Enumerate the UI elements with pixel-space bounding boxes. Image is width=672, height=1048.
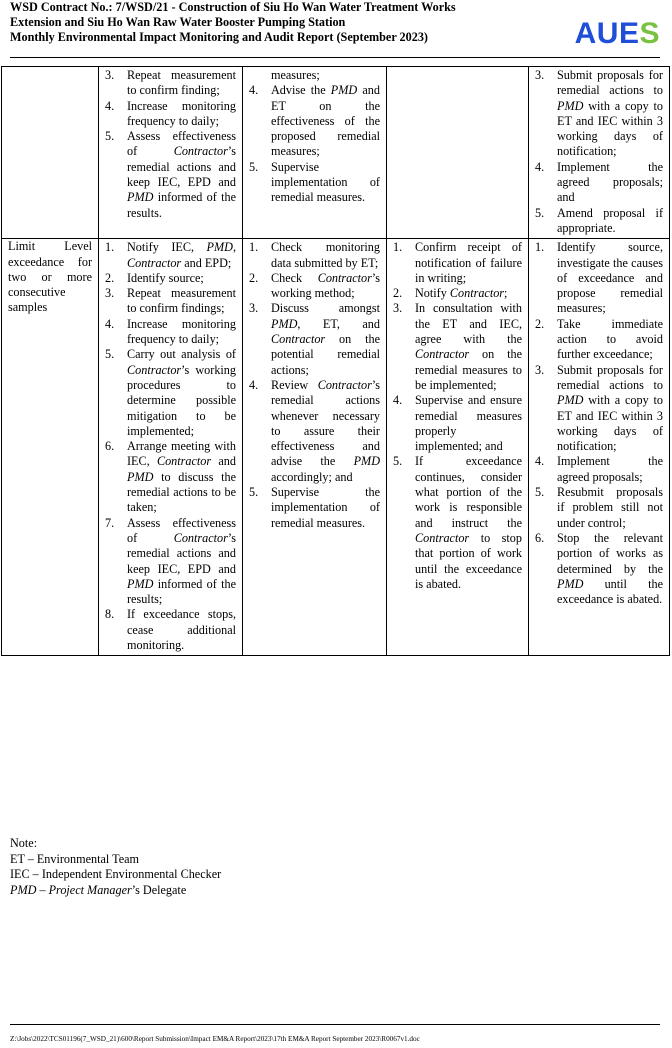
list-item	[105, 99, 236, 130]
list-item	[393, 393, 522, 454]
header-line-2: Extension and Siu Ho Wan Raw Water Booster Pumping Station	[10, 15, 346, 29]
item-number: 3.	[393, 301, 403, 316]
item-number: 5.	[105, 347, 115, 362]
list-item	[393, 240, 522, 286]
item-text: If exceedance stops, cease additional monitoring.	[127, 607, 236, 652]
item-number: 1.	[105, 240, 115, 255]
list-item	[249, 240, 380, 271]
item-text: Identify source, investigate the causes of exceedance and propose remedial measures;	[557, 240, 663, 316]
item-text: Repeat measurement to confirm findings;	[127, 286, 236, 316]
logo-letter: A	[574, 17, 597, 50]
list-item	[249, 378, 380, 485]
list-item	[105, 271, 236, 286]
list-item	[535, 240, 663, 316]
event-text: Limit Level exceedance for two or more consecutive samples	[8, 239, 92, 315]
item-number: 4.	[249, 377, 259, 392]
footer-path: Z:\Jobs\2022\TCS01196(7_WSD_21)\600\Report Submission\Impact EM&A Report\2023\17th EM&A Report September 2023\R0067v1.doc	[10, 1035, 420, 1043]
item-number: 6.	[105, 439, 115, 454]
list-item	[535, 160, 663, 206]
item-number: 6.	[535, 530, 545, 545]
item-text: Implement the agreed proposals;	[557, 454, 663, 484]
item-number: 1.	[535, 240, 545, 255]
list-item	[105, 286, 236, 317]
list-item	[249, 83, 380, 159]
item-text: Supervise implementation of remedial measures.	[271, 159, 380, 205]
list-item	[535, 317, 663, 363]
item-number: 4.	[393, 393, 403, 408]
item-number: 5.	[249, 485, 259, 500]
item-text: Discuss amongst PMD, ET, and Contractor on the potential remedial actions;	[271, 301, 380, 377]
action-cell	[387, 239, 529, 656]
action-cell	[529, 67, 670, 239]
notes-title: Note:	[10, 836, 38, 850]
item-text: Check monitoring data submitted by ET;	[271, 240, 380, 270]
item-text: Repeat measurement to confirm finding;	[127, 68, 236, 98]
item-text: Supervise the implementation of remedial measures.	[271, 485, 380, 530]
item-text: Submit proposals for remedial actions to PMD with a copy to ET and IEC within 3 working days of notification;	[557, 68, 663, 159]
note-iec: IEC – Independent Environmental Checker	[10, 867, 222, 881]
item-text: Implement the agreed proposals; and	[557, 159, 663, 205]
list-item	[105, 317, 236, 348]
list-item	[393, 454, 522, 592]
aues-logo	[575, 18, 660, 50]
list-item	[249, 485, 380, 531]
list-item	[249, 160, 380, 206]
list-item	[105, 516, 236, 608]
list-item	[249, 301, 380, 377]
list-item	[105, 607, 236, 653]
item-number: 4.	[535, 159, 545, 174]
item-text: Review Contractor’s remedial actions whenever necessary to assure their effectiveness and advise the PMD accordingly; and	[271, 377, 380, 484]
table-row	[2, 67, 670, 239]
header-line-3: Monthly Environmental Impact Monitoring and Audit Report (September 2023)	[10, 30, 428, 44]
list-item	[535, 68, 663, 160]
item-text: In consultation with the ET and IEC, agree with the Contractor on the remedial measures to be implemented;	[415, 301, 522, 392]
logo-letter: S	[639, 17, 660, 50]
list-item	[105, 68, 236, 99]
item-number: 5.	[105, 129, 115, 144]
list-item	[105, 347, 236, 439]
item-text: Confirm receipt of notification of failure in writing;	[415, 240, 522, 285]
action-cell	[529, 239, 670, 656]
item-number: 4.	[249, 83, 259, 98]
header-line-1: WSD Contract No.: 7/WSD/21 - Construction of Siu Ho Wan Water Treatment Works	[10, 0, 456, 14]
item-number: 1.	[249, 240, 259, 255]
item-text: measures;	[271, 68, 320, 82]
item-number: 5.	[249, 159, 259, 174]
action-cell	[99, 67, 243, 239]
item-text: Identify source;	[127, 270, 204, 285]
item-text: Submit proposals for remedial actions to PMD with a copy to ET and IEC within 3 working days of notification;	[557, 362, 663, 454]
item-number: 5.	[393, 454, 403, 469]
item-number: 4.	[105, 316, 115, 331]
item-number: 7.	[105, 515, 115, 530]
item-text: Take immediate action to avoid further exceedance;	[557, 316, 663, 362]
page-header	[10, 0, 660, 56]
action-cell	[99, 239, 243, 656]
item-text: Supervise and ensure remedial measures properly implemented; and	[415, 393, 522, 454]
list-item	[535, 485, 663, 531]
item-text: Increase monitoring frequency to daily;	[127, 316, 236, 347]
item-text: Assess effectiveness of Contractor’s remedial actions and keep IEC, EPD and PMD informed of the results;	[127, 515, 236, 607]
list-item	[393, 286, 522, 301]
item-number	[249, 68, 271, 83]
list-item	[249, 271, 380, 302]
item-number: 4.	[535, 454, 545, 469]
logo-letter: U	[596, 17, 619, 50]
logo-letter: E	[618, 17, 640, 50]
item-number: 8.	[105, 607, 115, 622]
list-item	[105, 129, 236, 221]
item-text: If exceedance continues, consider what portion of the work is responsible and instruct the Contractor to stop that portion of work until the exceedance is abated.	[415, 454, 522, 591]
action-plan-table	[1, 66, 670, 656]
action-cell	[387, 67, 529, 239]
item-number: 2.	[105, 270, 115, 285]
item-text: Stop the relevant portion of works as determined by the PMD until the exceedance is abated.	[557, 530, 663, 607]
list-item	[105, 240, 236, 271]
event-cell	[2, 67, 99, 239]
list-item	[105, 439, 236, 515]
list-item	[249, 68, 380, 83]
item-text: Carry out analysis of Contractor’s working procedures to determine possible mitigation to be implemented;	[127, 347, 236, 438]
list-item	[535, 454, 663, 485]
item-number: 4.	[105, 98, 115, 113]
table-row	[2, 239, 670, 656]
item-text: Check Contractor’s working method;	[271, 270, 380, 301]
notes-section	[10, 836, 221, 898]
list-item	[535, 363, 663, 455]
list-item	[535, 206, 663, 237]
item-number: 3.	[105, 286, 115, 301]
header-rule	[10, 57, 660, 58]
item-number: 5.	[535, 205, 545, 220]
item-number: 2.	[393, 286, 403, 301]
item-text: Amend proposal if appropriate.	[557, 205, 663, 235]
item-text: Arrange meeting with IEC, Contractor and PMD to discuss the remedial actions to be taken;	[127, 439, 236, 515]
item-text: Notify IEC, PMD, Contractor and EPD;	[127, 240, 236, 270]
note-pmd: PMD – Project Manager’s Delegate	[10, 882, 187, 897]
item-text: Resubmit proposals if problem still not under control;	[557, 485, 663, 530]
item-text: Increase monitoring frequency to daily;	[127, 98, 236, 128]
action-cell	[243, 239, 387, 656]
item-number: 3.	[105, 68, 115, 82]
item-number: 1.	[393, 240, 403, 255]
item-text: Assess effectiveness of Contractor’s remedial actions and keep IEC, EPD and PMD informed of the results.	[127, 129, 236, 220]
item-number: 2.	[249, 270, 259, 285]
item-number: 3.	[535, 68, 545, 82]
item-number: 5.	[535, 485, 545, 500]
event-cell	[2, 239, 99, 656]
list-item	[535, 531, 663, 607]
footer-rule	[10, 1024, 660, 1025]
item-number: 3.	[249, 301, 259, 316]
item-number: 2.	[535, 316, 545, 331]
item-number: 3.	[535, 362, 545, 377]
item-text: Advise the PMD and ET on the effectiveness of the proposed remedial measures;	[271, 83, 380, 159]
note-et: ET – Environmental Team	[10, 851, 140, 866]
item-text: Notify Contractor;	[415, 286, 508, 301]
list-item	[393, 301, 522, 393]
action-cell	[243, 67, 387, 239]
